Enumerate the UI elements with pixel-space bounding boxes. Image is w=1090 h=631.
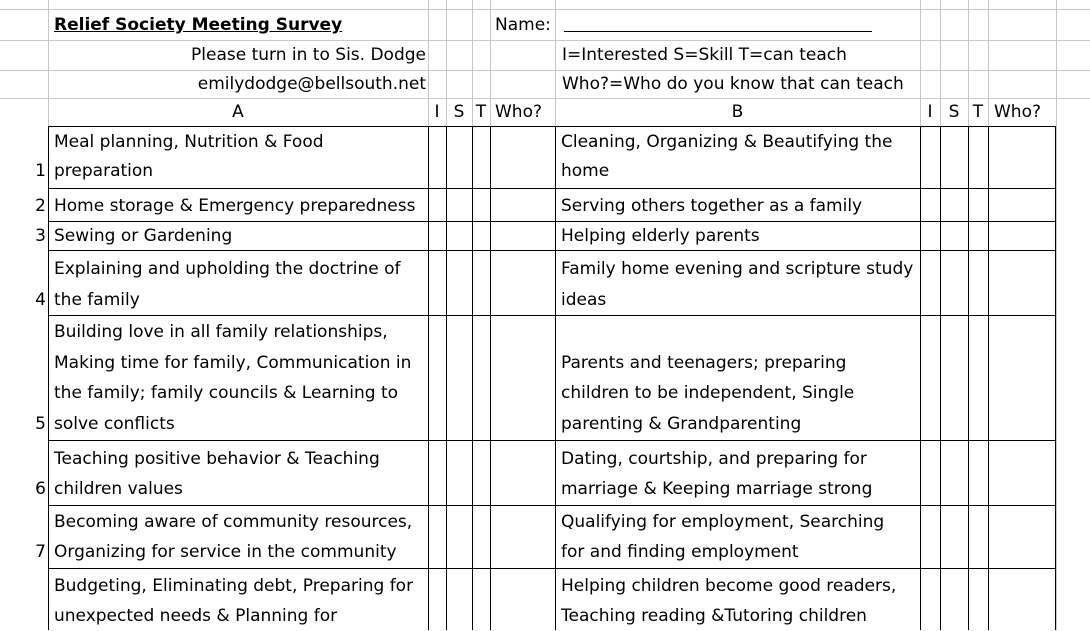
topic-b-line: Parents and teenagers; preparing <box>561 353 847 373</box>
table-border <box>48 126 49 630</box>
topic-b-line: Cleaning, Organizing & Beautifying the <box>561 132 893 152</box>
table-border <box>48 315 1056 316</box>
column-header-who: Who? <box>495 102 543 122</box>
topic-a-line: the family; family councils & Learning to <box>54 383 399 403</box>
topic-b-line: home <box>561 161 610 181</box>
table-border <box>920 126 921 630</box>
column-header-t: T <box>475 102 487 122</box>
column-header-b: B <box>731 102 744 122</box>
topic-a-line: the family <box>54 290 140 310</box>
name-label: Name: <box>495 15 551 35</box>
table-border <box>988 126 989 630</box>
table-border <box>1055 126 1056 630</box>
topic-a-line: Explaining and upholding the doctrine of <box>54 259 401 279</box>
column-header-t: T <box>972 102 984 122</box>
topic-b-line: Family home evening and scripture study <box>561 259 914 279</box>
row-number: 7 <box>35 542 46 562</box>
table-border <box>48 568 1056 569</box>
column-header-s: S <box>453 102 465 122</box>
topic-b-line: Qualifying for employment, Searching <box>561 512 885 532</box>
table-border <box>940 126 941 630</box>
table-border <box>446 126 447 630</box>
legend-text: I=Interested S=Skill T=can teach <box>562 45 847 65</box>
row-number: 4 <box>35 290 46 310</box>
topic-a-line: Meal planning, Nutrition & Food <box>54 132 324 152</box>
table-border <box>48 505 1056 506</box>
topic-b-line: Teaching reading &Tutoring children <box>561 606 867 626</box>
topic-a-line: unexpected needs & Planning for <box>54 606 338 626</box>
topic-a-line: Building love in all family relationships, <box>54 322 388 342</box>
topic-b-line: Helping elderly parents <box>561 226 760 246</box>
table-border <box>490 126 491 630</box>
gridline <box>1056 0 1057 630</box>
survey-title: Relief Society Meeting Survey <box>54 15 343 35</box>
topic-b-line: Dating, courtship, and preparing for <box>561 449 867 469</box>
topic-a-line: Making time for family, Communication in <box>54 353 412 373</box>
table-border <box>428 126 429 630</box>
column-header-i: I <box>927 102 933 122</box>
table-border <box>968 126 969 630</box>
who-legend-text: Who?=Who do you know that can teach <box>562 74 904 94</box>
column-header-i: I <box>434 102 440 122</box>
table-border <box>48 440 1056 441</box>
topic-a-line: Home storage & Emergency preparedness <box>54 196 416 216</box>
row-number: 6 <box>35 479 46 499</box>
topic-a-line: preparation <box>54 161 154 181</box>
row-number: 5 <box>35 414 46 434</box>
topic-a-line: Sewing or Gardening <box>54 226 233 246</box>
table-border <box>48 188 1056 189</box>
row-number: 2 <box>35 196 46 216</box>
row-number: 3 <box>35 226 46 246</box>
topic-a-line: children values <box>54 479 183 499</box>
row-number: 1 <box>35 161 46 181</box>
topic-b-line: for and finding employment <box>561 542 799 562</box>
topic-a-line: Becoming aware of community resources, <box>54 512 413 532</box>
topic-b-line: Serving others together as a family <box>561 196 863 216</box>
turn-in-note: Please turn in to Sis. Dodge <box>191 45 426 65</box>
table-border <box>555 126 556 630</box>
topic-a-line: Teaching positive behavior & Teaching <box>54 449 380 469</box>
name-input-line[interactable] <box>564 31 872 32</box>
table-border <box>472 126 473 630</box>
column-header-s: S <box>948 102 960 122</box>
email-address: emilydodge@bellsouth.net <box>197 74 426 94</box>
topic-a-line: solve conflicts <box>54 414 175 434</box>
column-header-who: Who? <box>994 102 1042 122</box>
topic-a-line: Budgeting, Eliminating debt, Preparing for <box>54 576 414 596</box>
topic-b-line: Helping children become good readers, <box>561 576 897 596</box>
topic-b-line: children to be independent, Single <box>561 383 855 403</box>
topic-a-line: Organizing for service in the community <box>54 542 397 562</box>
column-header-a: A <box>232 102 244 122</box>
topic-b-line: parenting & Grandparenting <box>561 414 802 434</box>
topic-b-line: marriage & Keeping marriage strong <box>561 479 873 499</box>
topic-b-line: ideas <box>561 290 607 310</box>
